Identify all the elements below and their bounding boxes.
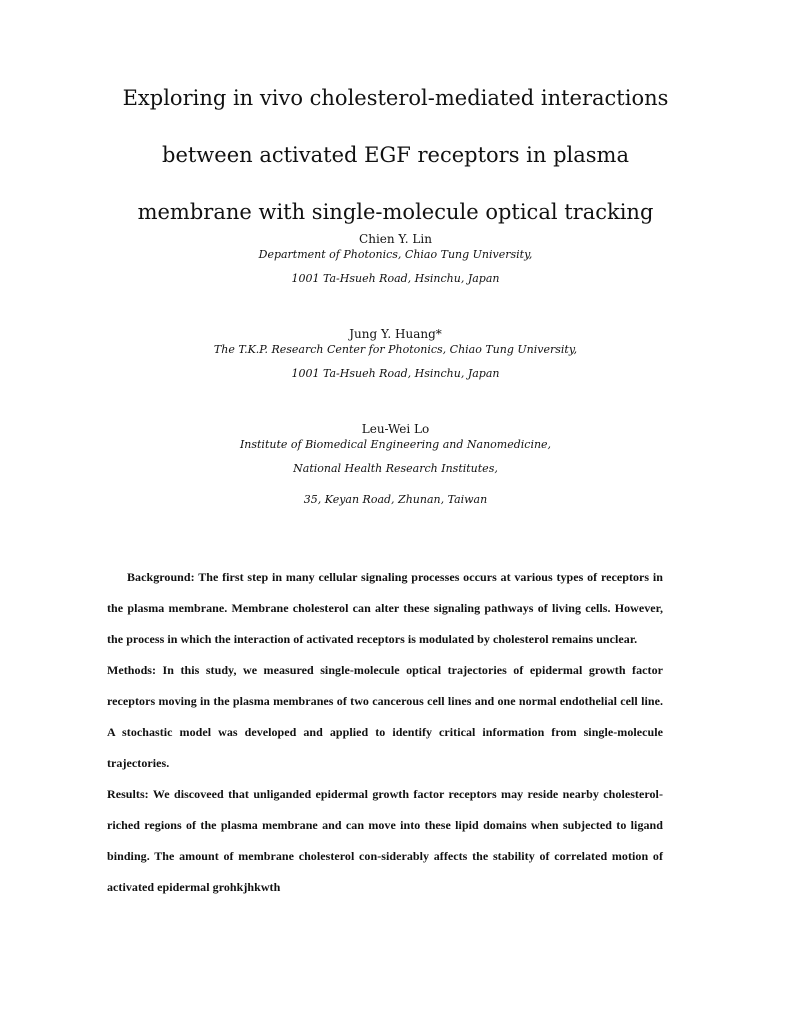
author-affiliation: The T.K.P. Research Center for Photonics, Chiao Tung University, [213, 343, 578, 356]
abstract-background: Background: The first step in many cellular signaling processes occurs at various types of receptors in the plasma membrane. Membrane cholesterol can alter these signaling pathways of living cells. However, the process in which the interaction of activated receptors is modulated by cholesterol remains unclear. [107, 570, 663, 646]
author-name: Chien Y. Lin [359, 232, 432, 246]
paper-title [70, 70, 721, 241]
author-affiliation: Department of Photonics, Chiao Tung University, [258, 248, 533, 261]
author-address: 1001 Ta-Hsueh Road, Hsinchu, Japan [291, 367, 500, 380]
author-block-3 [100, 421, 691, 515]
abstract-methods: Methods: In this study, we measured single-molecule optical trajectories of epidermal growth factor receptors moving in the plasma membranes of two cancerous cell lines and one normal endothelial cell line. A stochastic model was developed and applied to identify critical information from single-molecule trajectories. [107, 663, 663, 770]
title-line-2: between activated EGF receptors in plasma [162, 143, 629, 168]
author-name: Leu-Wei Lo [361, 422, 430, 436]
author-address: 35, Keyan Road, Zhunan, Taiwan [303, 493, 488, 506]
abstract [107, 562, 663, 903]
title-line-1: Exploring in vivo cholesterol-mediated interactions [122, 86, 669, 111]
author-institute: National Health Research Institutes, [293, 462, 498, 475]
title-line-3: membrane with single-molecule optical tracking [137, 200, 654, 225]
author-address: 1001 Ta-Hsueh Road, Hsinchu, Japan [291, 272, 500, 285]
author-block-2 [100, 326, 691, 389]
author-affiliation: Institute of Biomedical Engineering and Nanomedicine, [239, 438, 552, 451]
author-name: Jung Y. Huang* [349, 327, 442, 341]
author-block-1 [100, 231, 691, 294]
abstract-results: Results: We discoveed that unliganded epidermal growth factor receptors may reside nearby cholesterol-riched regions of the plasma membrane and can move into these lipid domains when subjected to ligand binding. The amount of membrane cholesterol con-siderably affects the stability of correlated motion of activated epidermal grohkjhkwth [107, 787, 663, 894]
